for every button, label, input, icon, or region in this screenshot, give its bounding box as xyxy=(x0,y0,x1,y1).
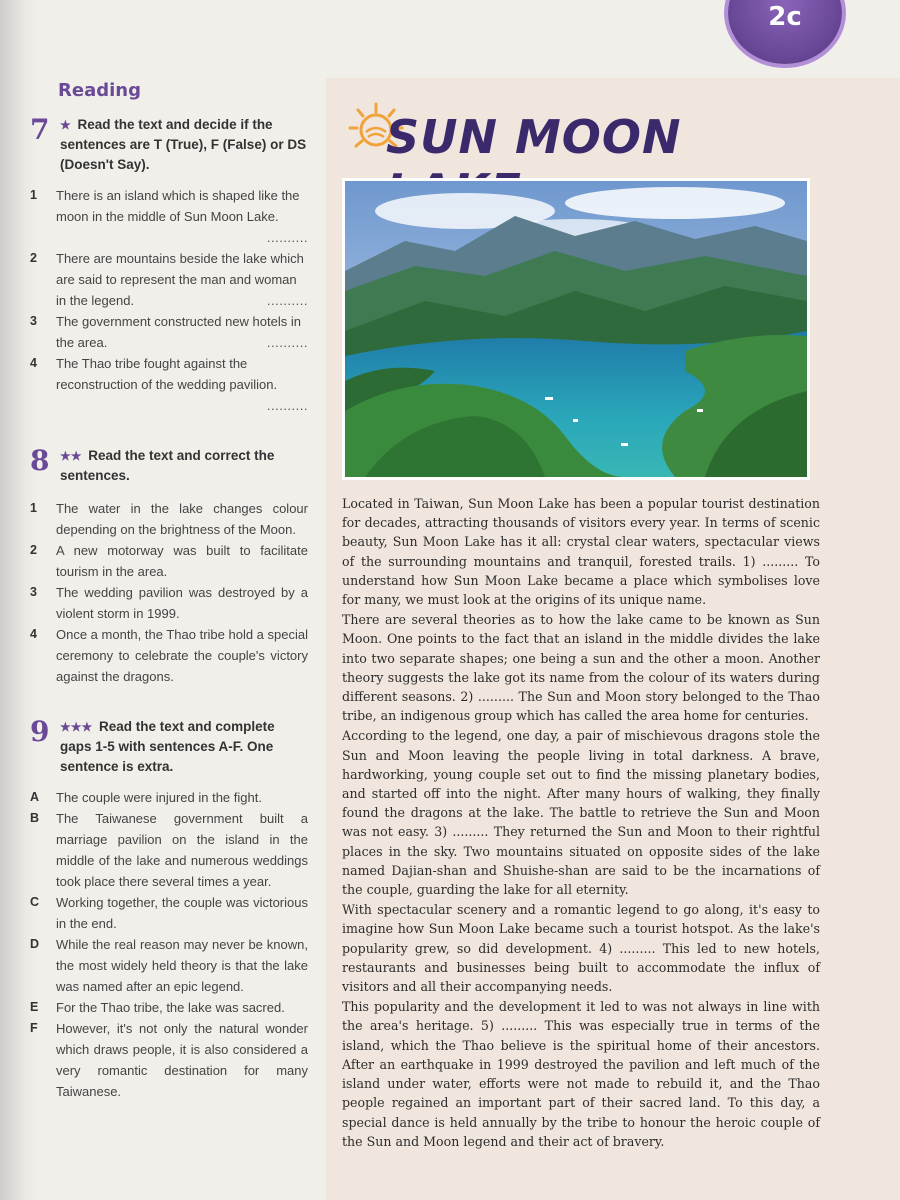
article-paragraph-2: There are several theories as to how the lake came to be known as Sun Moon. One points to the fact that an island in the middle divides the lake into two separate shapes; one being a sun and the other a moon. Another theory suggests the lake got its name from the colour of its waters during different seasons. 2) ......... The Sun and Moon story belonged to the Thao tribe, an indigenous group which has called the area home for centuries. xyxy=(342,612,820,724)
lake-landscape-illustration xyxy=(345,181,807,477)
item-text: The Thao tribe fought against the reconstruction of the wedding pavilion. xyxy=(56,356,278,392)
article-paragraph-3: According to the legend, one day, a pair of mischievous dragons stole the Sun and Moon leaving the people living in total darkness. A brave, hardworking, young couple set out to find the missing planetary bodies, and started off into the night. After many hours of walking, they finally found the dragons at the lake. The battle to retrieve the Sun and Moon was not easy. 3) ......... They returned the Sun and Moon to their rightful places in the sky. Two mountains situated on opposite sides of the lake named Dajian-shan and Shuishe-shan are said to be the incarnations of the couple, guarding the lake for all eternity. xyxy=(342,728,820,898)
item-text: Once a month, the Thao tribe hold a special ceremony to celebrate the couple's victory against the dragons. xyxy=(56,627,308,684)
exercise-instruction xyxy=(60,717,308,777)
item-text: The Taiwanese government built a marriage pavilion on the island in the middle of the lake and numerous weddings took place there several times a year. xyxy=(56,811,308,889)
exercise-8 xyxy=(30,446,308,687)
exercise-number: 9 xyxy=(30,715,50,748)
list-item xyxy=(30,624,308,687)
instruction-text: Read the text and decide if the sentences are T (True), F (False) or DS (Doesn't Say). xyxy=(60,117,307,172)
item-number: 3 xyxy=(30,314,37,328)
unit-badge-label: 2c xyxy=(768,2,802,32)
item-text: While the real reason may never be known, the most widely held theory is that the lake was named after an epic legend. xyxy=(56,937,308,994)
difficulty-stars: ★★ xyxy=(60,449,82,463)
item-number: 1 xyxy=(30,501,37,515)
item-text: Working together, the couple was victorious in the end. xyxy=(56,895,308,931)
item-text: The water in the lake changes colour depending on the brightness of the Moon. xyxy=(56,501,308,537)
list-item xyxy=(30,934,308,997)
lake-photo xyxy=(342,178,810,480)
list-item xyxy=(30,582,308,624)
item-text: For the Thao tribe, the lake was sacred. xyxy=(56,1000,285,1015)
difficulty-stars: ★★★ xyxy=(60,720,93,734)
exercise-9 xyxy=(30,717,308,1102)
list-item xyxy=(30,892,308,934)
list-item xyxy=(30,498,308,540)
list-item xyxy=(30,997,308,1018)
section-heading: Reading xyxy=(58,80,141,101)
item-text: The wedding pavilion was destroyed by a violent storm in 1999. xyxy=(56,585,308,621)
list-item xyxy=(30,540,308,582)
item-number: 2 xyxy=(30,543,37,557)
article-title-block xyxy=(346,100,786,170)
item-number: 1 xyxy=(30,188,37,202)
instruction-text: Read the text and complete gaps 1-5 with sentences A-F. One sentence is extra. xyxy=(60,719,275,774)
list-item xyxy=(30,248,308,311)
item-text: The government constructed new hotels in the area. xyxy=(56,314,301,350)
item-letter: C xyxy=(30,895,40,909)
item-text: There is an island which is shaped like the moon in the middle of Sun Moon Lake. xyxy=(56,188,300,224)
answer-blank[interactable]: .......... xyxy=(266,293,308,308)
exercise-items xyxy=(30,787,308,1102)
exercise-number: 8 xyxy=(30,444,50,477)
item-text: The couple were injured in the fight. xyxy=(56,790,262,805)
item-number: 4 xyxy=(30,627,37,641)
answer-blank[interactable]: .......... xyxy=(266,230,308,245)
item-letter: E xyxy=(30,1000,39,1014)
item-text: However, it's not only the natural wonder which draws people, it is also considered a very romantic destination for many Taiwanese. xyxy=(56,1021,308,1099)
list-item xyxy=(30,311,308,353)
item-number: 3 xyxy=(30,585,37,599)
article-title: SUN MOON xyxy=(386,110,682,164)
answer-blank[interactable]: .......... xyxy=(266,335,308,350)
item-letter: D xyxy=(30,937,40,951)
instruction-text: Read the text and correct the sentences. xyxy=(60,448,275,483)
item-number: 2 xyxy=(30,251,37,265)
exercise-instruction xyxy=(60,446,308,486)
exercises-column xyxy=(30,80,308,1102)
exercise-instruction xyxy=(60,115,308,175)
article-paragraph-1: Located in Taiwan, Sun Moon Lake has been a popular tourist destination for decades, attracting thousands of visitors every year. In terms of scenic beauty, Sun Moon Lake has it all: crystal clear waters, spectacular views of the surrounding mountains and tranquil, forested trails. 1) ......... To understand how Sun Moon Lake became a place which symbolises love for many, we must look at the origins of its unique name. xyxy=(342,496,820,608)
list-item xyxy=(30,808,308,892)
item-number: 4 xyxy=(30,356,37,370)
exercise-number: 7 xyxy=(30,113,50,146)
item-text: There are mountains beside the lake which are said to represent the man and woman in the legend. xyxy=(56,251,304,308)
exercise-items xyxy=(30,498,308,687)
answer-blank[interactable]: .......... xyxy=(266,398,308,413)
difficulty-stars: ★ xyxy=(60,118,71,132)
list-item xyxy=(30,353,308,416)
list-item xyxy=(30,787,308,808)
article-paragraph-4: With spectacular scenery and a romantic legend to go along, it's easy to imagine how Sun Moon Lake became such a tourist hotspot. As the lake's popularity grew, so did development. 4) ......... This led to new hotels, restaurants and businesses being built to accommodate the influx of visitors and all their accompanying needs. xyxy=(342,902,820,995)
article-paragraph-5: This popularity and the development it led to was not always in line with the area's heritage. 5) ......... This was especially true in terms of the island, which the Thao believe is the spiritual home of their ancestors. After an earthquake in 1999 destroyed the pavilion and left much of the island under water, efforts were not made to rebuild it, and the Thao people regained an important part of their sacred land. To this day, a special dance is held annually by the tribe to honour the heroic couple of the Sun and Moon legend and their act of bravery. xyxy=(342,999,820,1149)
item-letter: A xyxy=(30,790,40,804)
exercise-items xyxy=(30,185,308,416)
article-body xyxy=(342,494,820,1152)
list-item xyxy=(30,1018,308,1102)
unit-badge xyxy=(728,0,842,64)
exercise-7 xyxy=(30,115,308,416)
item-text: A new motorway was built to facilitate tourism in the area. xyxy=(56,543,308,579)
item-letter: F xyxy=(30,1021,38,1035)
list-item xyxy=(30,185,308,248)
item-letter: B xyxy=(30,811,40,825)
